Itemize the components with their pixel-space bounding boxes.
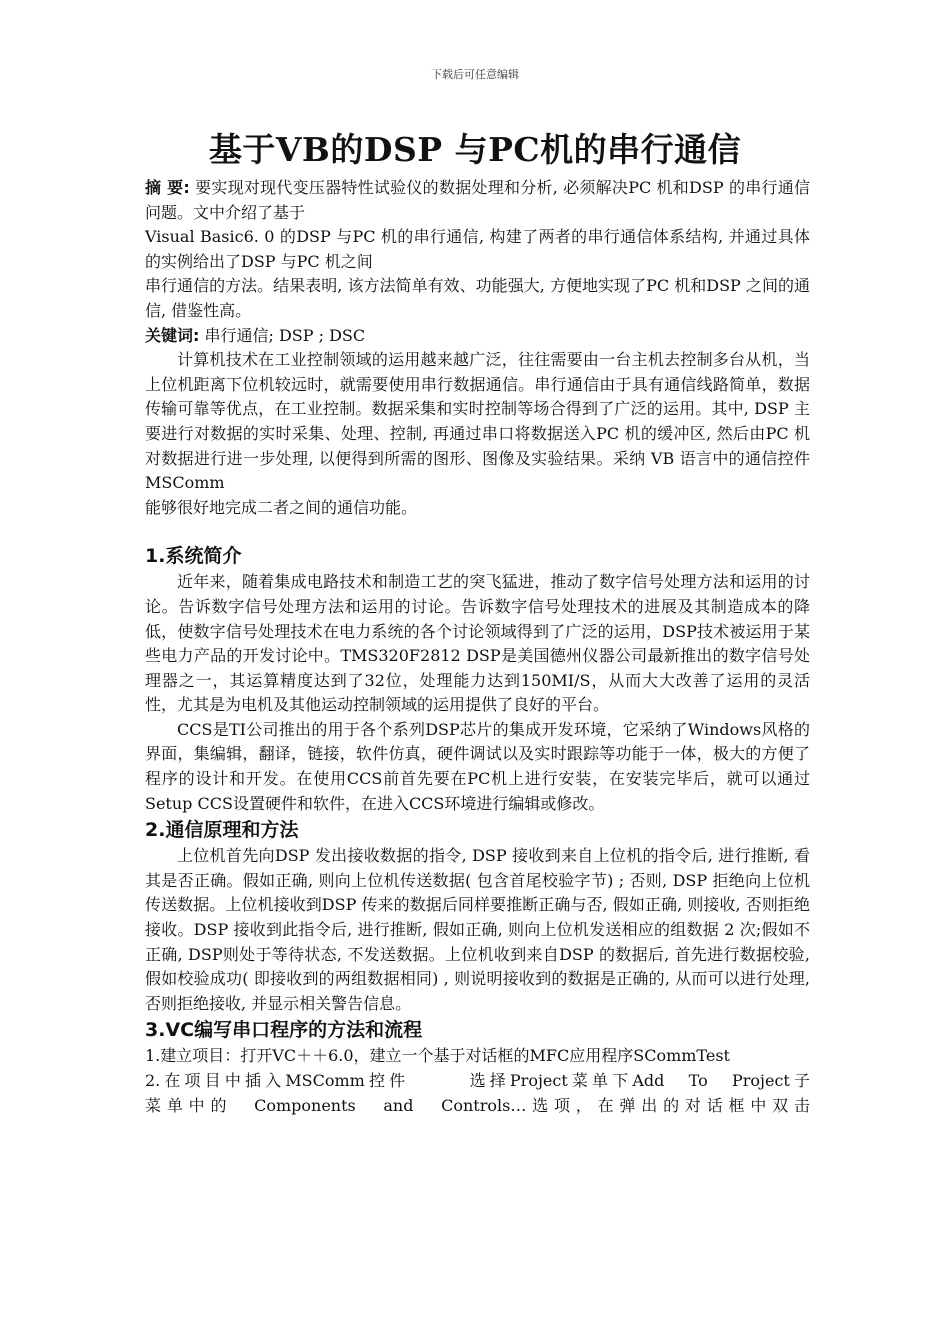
abstract-text-1: 要实现对现代变压器特性试验仪的数据处理和分析, 必须解决PC 机和DSP 的串行通信问题。文中介绍了基于: [145, 178, 810, 222]
section-3-step-1: 1.建立项目：打开VC＋＋6.0，建立一个基于对话框的MFC应用程序SCommTest: [145, 1046, 730, 1066]
document-title: 基于VB的DSP 与PC机的串行通信: [208, 130, 742, 169]
section-3-step-2b: 菜单中的 Components and Controls…选项，在弹出的对话框中双击: [145, 1095, 810, 1115]
keywords-text: 串行通信; DSP ; DSC: [204, 325, 366, 345]
section-1-heading: 1.系统简介: [145, 545, 242, 568]
section-2-heading: 2.通信原理和方法: [145, 819, 299, 842]
document-body: [145, 176, 810, 1118]
keywords: [145, 324, 810, 349]
intro-paragraph: 计算机技术在工业控制领域的运用越来越广泛，往往需要由一台主机去控制多台从机，当上位机距离下位机较远时，就需要使用串行数据通信。串行通信由于具有通信线路简单，数据传输可靠等优点，在工业控制。数据采集和实时控制等场合得到了广泛的运用。其中, DSP 主要进行对数据的实时采集、处理、控制, 再通过串口将数据送入PC 机的缓冲区, 然后由PC 机对数据进行进一步处理, 以便得到所需的图形、图像及实验结果。采纳 VB 语言中的通信控件MSComm: [145, 350, 810, 493]
section-3-heading: 3.VC编写串口程序的方法和流程: [145, 1019, 423, 1042]
section-3-step-2a: 2.在项目中插入MSComm控件 选择Project菜单下Add To Project子: [145, 1071, 810, 1090]
intro-tail: 能够很好地完成二者之间的通信功能。: [145, 497, 418, 517]
keywords-label: 关键词:: [145, 325, 200, 345]
header-note: 下载后可任意编辑: [431, 68, 519, 81]
section-1-paragraph-2: CCS是TI公司推出的用于各个系列DSP芯片的集成开发环境，它采纳了Windows风格的界面，集编辑，翻译，链接，软件仿真，硬件调试以及实时跟踪等功能于一体，极大的方便了程序的设计和开发。在使用CCS前首先要在PC机上进行安装，在安装完毕后，就可以通过Setup CCS设置硬件和软件，在进入CCS环境进行编辑或修改。: [145, 719, 810, 813]
section-2-paragraph: 上位机首先向DSP 发出接收数据的指令, DSP 接收到来自上位机的指令后, 进行推断, 看其是否正确。假如正确, 则向上位机传送数据( 包含首尾校验字节) ; 否则, DSP 拒绝向上位机传送数据。上位机接收到DSP 传来的数据后同样要推断正确与否, 假如正确, 则接收, 否则拒绝接收。DSP 接收到此指令后, 进行推断, 假如正确, 则向上位机发送相应的组数据 2 次;假如不正确, DSP则处于等待状态, 不发送数据。上位机收到来自DSP 的数据后, 首先进行数据校验, 假如校验成功( 即接收到的两组数据相同) , 则说明接收到的数据是正确的, 从而可以进行处理, 否则拒绝接收, 并显示相关警告信息。: [145, 846, 810, 1013]
abstract-line-3: 串行通信的方法。结果表明, 该方法简单有效、功能强大, 方便地实现了PC 机和DSP 之间的通信, 借鉴性高。: [145, 276, 810, 320]
abstract-label: 摘 要:: [145, 178, 190, 197]
section-1-paragraph-1: 近年来，随着集成电路技术和制造工艺的突飞猛进，推动了数字信号处理方法和运用的讨论。告诉数字信号处理方法和运用的讨论。告诉数字信号处理技术的进展及其制造成本的降低，使数字信号处理技术在电力系统的各个讨论领域得到了广泛的运用，DSP技术被运用于某些电力产品的开发讨论中。TMS320F2812 DSP是美国德州仪器公司最新推出的数字信号处理器之一，其运算精度达到了32位，处理能力达到150MI/S，从而大大改善了运用的灵活性，尤其是为电机及其他运动控制领域的运用提供了良好的平台。: [145, 572, 810, 715]
abstract-line-2: Visual Basic6. 0 的DSP 与PC 机的串行通信, 构建了两者的串行通信体系结构, 并通过具体的实例给出了DSP 与PC 机之间: [145, 227, 810, 271]
abstract-line-1: [145, 176, 810, 225]
